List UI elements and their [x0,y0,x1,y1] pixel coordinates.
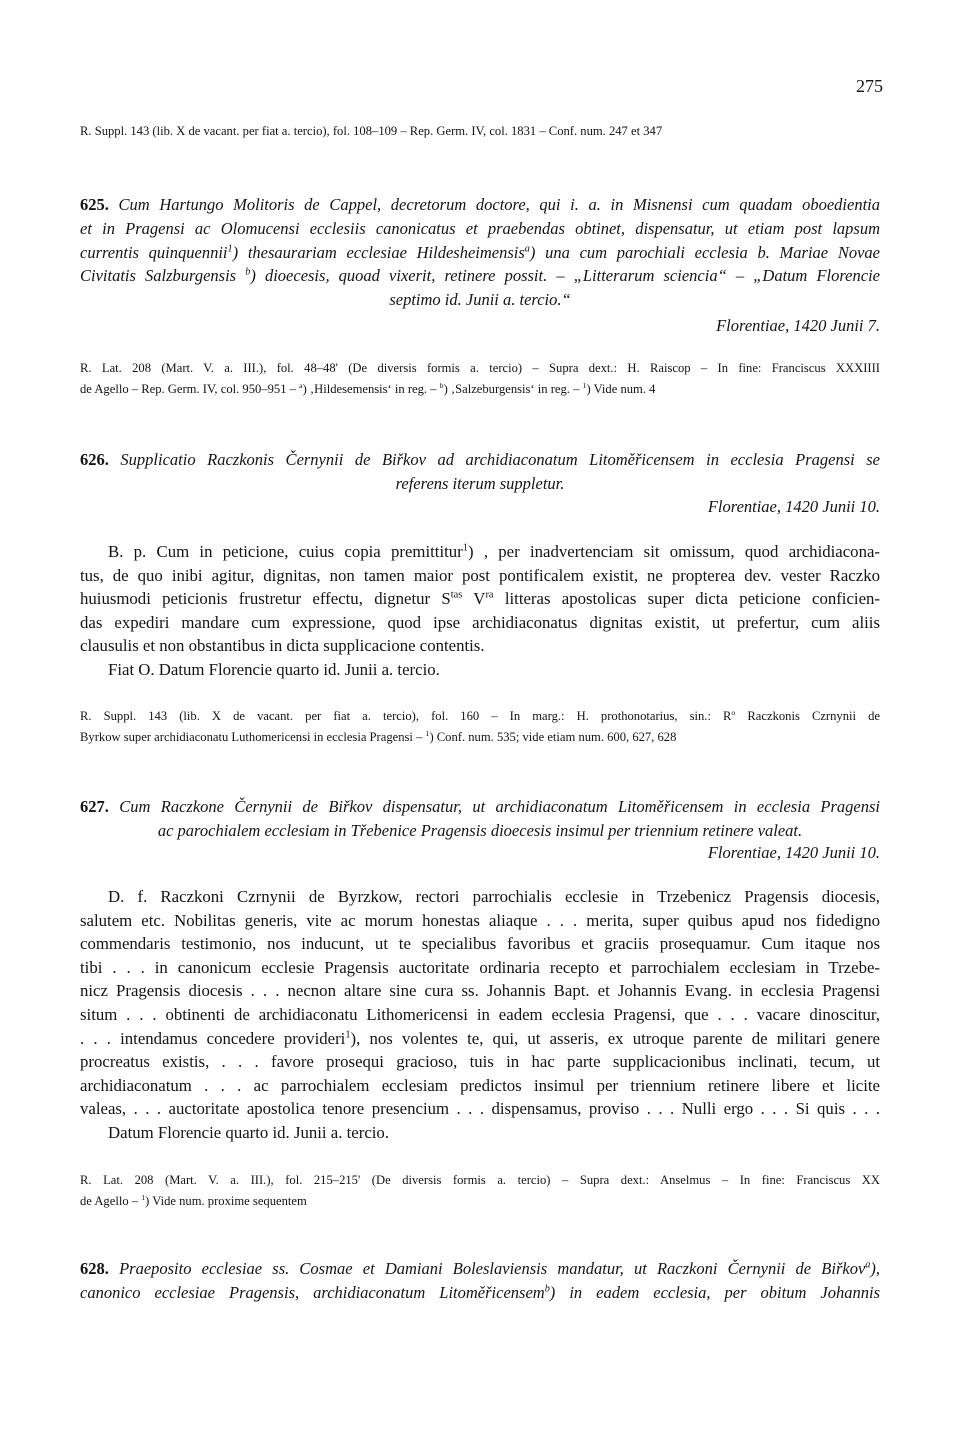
footnote-marker: a [299,380,303,390]
heading-line: currentis quinquennii$^1$) thesaurariam ecclesiae Hildesheimensis$^a$) una cum parochiali ecclesia b. Mariae Novae [80,242,881,262]
body-line: clausulis et non obstantibus in dicta supplicacione contentis. [80,636,485,656]
heading-line: 625. Cum Hartungo Molitoris de Cappel, decretorum doctore, qui i. a. in Misnensi cum quadam oboedientia [80,195,880,214]
footnote-marker: 1 [582,380,587,390]
heading-line: Civitatis Salzburgensis $^b$) dioecesis, quoad vixerit, retinere possit. – „Litterarum sciencia“ – „Datum Florencie [80,266,880,286]
entry-627-reference-note [80,1170,880,1212]
heading-line: et in Pragensi ac Olomucensi ecclesiis canonicatus et praebendas obtinet, dispensatur, ut etiam post lapsum [80,218,880,238]
body-line: Datum Florencie quarto id. Junii a. tercio. [108,1122,390,1142]
entry-625-date: Florentiae, 1420 Junii 7. [716,316,880,335]
reference-line: R. Lat. 208 (Mart. V. a. III.), fol. 48–48' (De diversis formis a. tercio) – Supra dext.: H. Raiscop – In fine: Franciscus XXXIIII [80,361,880,375]
body-line: huiusmodi peticionis frustretur effectu, dignetur $S^{tas}$ $V^{ra}$ litteras apostolicas super dicta peticione conficien- [80,589,881,609]
body-line: . . . intendamus concedere provideri$^1$), nos volentes te, qui, ut asseris, ex utroque parente de militari genere [80,1028,880,1048]
reference-line: de Agello – Rep. Germ. IV, col. 950–951 – $^a$) ‚Hildesemensis‘ in reg. – $^b$) ‚Salzeburgensis‘ in reg. – $^1$) Vide num. 4 [80,380,656,396]
body-line: tibi . . . in canonicum ecclesie Pragensis auctoritate ordinaria recepto et parrochialem ecclesiam in Trzebe- [80,957,880,977]
footnote-marker: 1 [227,243,233,255]
entry-625-heading [80,193,880,312]
entry-626-reference-note [80,706,880,748]
heading-line: 626. Supplicatio Raczkonis Černynii de Biřkov ad archidiaconatum Litoměřicensem in ecclesia Pragensi se [80,450,881,469]
entry-number: 625. [80,195,109,214]
body-line: salutem etc. Nobilitas generis, vite ac morum honestas aliaque . . . merita, super quibus apud nos fidedigno [80,910,880,930]
heading-line: referens iterum suppletur. [395,473,565,493]
heading-line: 628. Praeposito ecclesiae ss. Cosmae et Damiani Boleslaviensis mandatur, ut Raczkoni Černynii de Biřkov$^a$), [80,1259,881,1278]
footnote-marker: a [865,1259,871,1271]
body-line: tus, de quo inibi agitur, dignitas, non tamen maior post pontificalem existit, ne propterea dev. vester Raczko [80,565,880,585]
superscript-abbrev: ra [485,589,494,601]
entry-625-reference-note [80,358,880,400]
heading-line: canonico ecclesiae Pragensis, archidiaconatum Litoměřicensem$^b$) in eadem ecclesia, per obitum Johannis [80,1282,880,1302]
entry-number: 626. [80,450,109,469]
entry-626-date: Florentiae, 1420 Junii 10. [707,497,880,516]
footnote-marker: a [524,243,530,255]
body-line: nicz Pragensis diocesis . . . necnon altare sine cura ss. Johannis Bapt. et Johannis Evang. in ecclesia Pragensi [80,981,880,1001]
reference-line: R. Lat. 208 (Mart. V. a. III.), fol. 215–215' (De diversis formis a. tercio) – Supra dext.: Anselmus – In fine: Franciscus XX [80,1173,880,1187]
entry-626-heading [80,448,880,496]
footnote-marker: 1 [141,1192,146,1202]
body-line: procreatus existis, . . . favore prosequi gracioso, tuis in hac parte supplicacionibus inclinati, tecum, ut [80,1052,880,1072]
superscript-abbrev: tas [450,589,463,601]
entry-628-heading [80,1257,880,1305]
heading-line: 627. Cum Raczkone Černynii de Biřkov dispensatur, ut archidiaconatum Litoměřicensem in ecclesia Pragensi [80,797,880,816]
reference-line: R. Suppl. 143 (lib. X de vacant. per fiat a. tercio), fol. 108–109 – Rep. Germ. IV, col. 1831 – Conf. num. 247 et 347 [80,124,663,138]
top-reference-note [80,121,880,142]
reference-line: Byrkow super archidiaconatu Luthomericensi in ecclesia Pragensi – $^1$) Conf. num. 535; vide etiam num. 600, 627, 628 [80,728,677,744]
entry-627-date: Florentiae, 1420 Junii 10. [707,843,880,862]
footnote-marker: b [245,266,251,278]
body-line: commendaris testimonio, nos inducunt, ut te specialibus favoribus et graciis prosequamur. Cum itaque nos [80,934,880,954]
footnote-marker: 1 [345,1028,351,1040]
heading-line: ac parochialem ecclesiam in Třebenice Pragensis dioecesis insimul per triennium retinere valeat. [157,820,803,840]
entry-number: 628. [80,1259,109,1278]
entry-626-body [80,540,880,682]
body-line: das expediri mandare cum expressione, quod ipse archidiaconatus dignitas existit, ut prefertur, cum aliis [80,612,880,632]
body-line: D. f. Raczkoni Czrnynii de Byrzkow, rectori parrochialis ecclesie in Trzebenicz Pragensis diocesis, [108,887,880,906]
footnote-marker: b [439,380,444,390]
body-line: archidiaconatum . . . ac parrochialem ecclesiam predictos insimul per triennium retinere libere et licite [80,1075,880,1095]
entry-627-body [80,885,880,1145]
body-line: valeas, . . . auctoritate apostolica tenore presencium . . . dispensamus, proviso . . . Nulli ergo . . . Si quis . . . [80,1099,880,1119]
reference-line: R. Suppl. 143 (lib. X de vacant. per fiat a. tercio), fol. 160 – In marg.: H. prothonotarius, sin.: $R^o$ Raczkonis Czrnynii de [80,707,880,723]
body-line: B. p. Cum in peticione, cuius copia premittitur$^1$) , per inadvertenciam sit omissum, quod archidiacona- [108,542,881,561]
footnote-marker: 1 [425,728,430,738]
footnote-marker: b [544,1283,550,1295]
footnote-marker: 1 [462,542,468,554]
entry-number: 627. [80,797,109,816]
page-number: 275 [856,76,883,96]
body-line: Fiat O. Datum Florencie quarto id. Junii a. tercio. [108,659,440,679]
superscript-abbrev: o [731,707,736,717]
heading-line: septimo id. Junii a. tercio.“ [389,290,571,310]
reference-line: de Agello – $^1$) Vide num. proxime sequentem [80,1192,307,1208]
entry-627-heading [80,795,880,843]
body-line: situm . . . obtinenti de archidiaconatu Lithomericensi in eadem ecclesia Pragensi, que . . . vacare dinoscitur, [80,1004,880,1024]
